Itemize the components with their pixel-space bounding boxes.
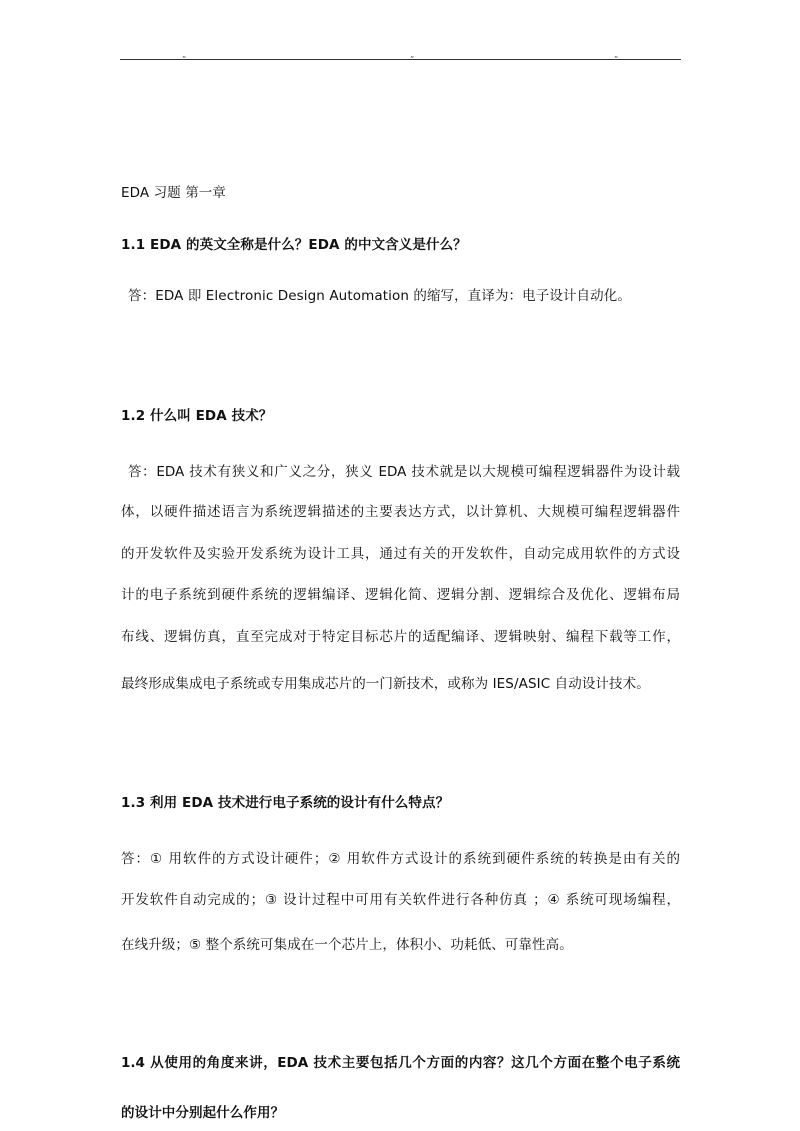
answer-line: 计的电子系统到硬件系统的逻辑编译、逻辑化简、逻辑分割、逻辑综合及优化、逻辑布局 [121, 587, 680, 603]
question-heading-1-2: 1.2 什么叫 EDA 技术？ [121, 408, 273, 424]
question-heading-1-4-cont: 的设计中分别起什么作用？ [121, 1105, 285, 1121]
answer-line: 答：① 用软件的方式设计硬件；② 用软件方式设计的系统到硬件系统的转换是由有关的 [121, 851, 680, 867]
header-mark: „ [614, 50, 619, 59]
doc-title: EDA 习题 第一章 [121, 185, 227, 201]
answer-line: 答：EDA 即 Electronic Design Automation 的缩写，直译为：电子设计自动化。 [128, 288, 631, 304]
answer-line: 布线、逻辑仿真，直至完成对于特定目标芯片的适配编译、逻辑映射、编程下载等工作， [121, 629, 680, 645]
answer-line: 最终形成集成电子系统或专用集成芯片的一门新技术，或称为 IES/ASIC 自动设计技术。 [121, 676, 650, 692]
header-mark: „ [182, 50, 187, 59]
question-heading-1-1: 1.1 EDA 的英文全称是什么？EDA 的中文含义是什么？ [121, 237, 467, 253]
answer-line: 在线升级；⑤ 整个系统可集成在一个芯片上，体积小、功耗低、可靠性高。 [121, 937, 573, 953]
header-mark: „ [410, 50, 415, 59]
answer-line: 开发软件自动完成的；③ 设计过程中可用有关软件进行各种仿真 ；④ 系统可现场编程， [121, 892, 680, 908]
answer-line: 答：EDA 技术有狭义和广义之分，狭义 EDA 技术就是以大规模可编程逻辑器件为设计载 [128, 464, 680, 480]
question-heading-1-4: 1.4 从使用的角度来讲，EDA 技术主要包括几个方面的内容？这几个方面在整个电子系统 [121, 1055, 680, 1071]
answer-line: 体，以硬件描述语言为系统逻辑描述的主要表达方式，以计算机、大规模可编程逻辑器件 [121, 504, 680, 520]
question-heading-1-3: 1.3 利用 EDA 技术进行电子系统的设计有什么特点？ [121, 795, 450, 811]
answer-line: 的开发软件及实验开发系统为设计工具，通过有关的开发软件，自动完成用软件的方式设 [121, 546, 680, 562]
header-rule [120, 59, 681, 60]
